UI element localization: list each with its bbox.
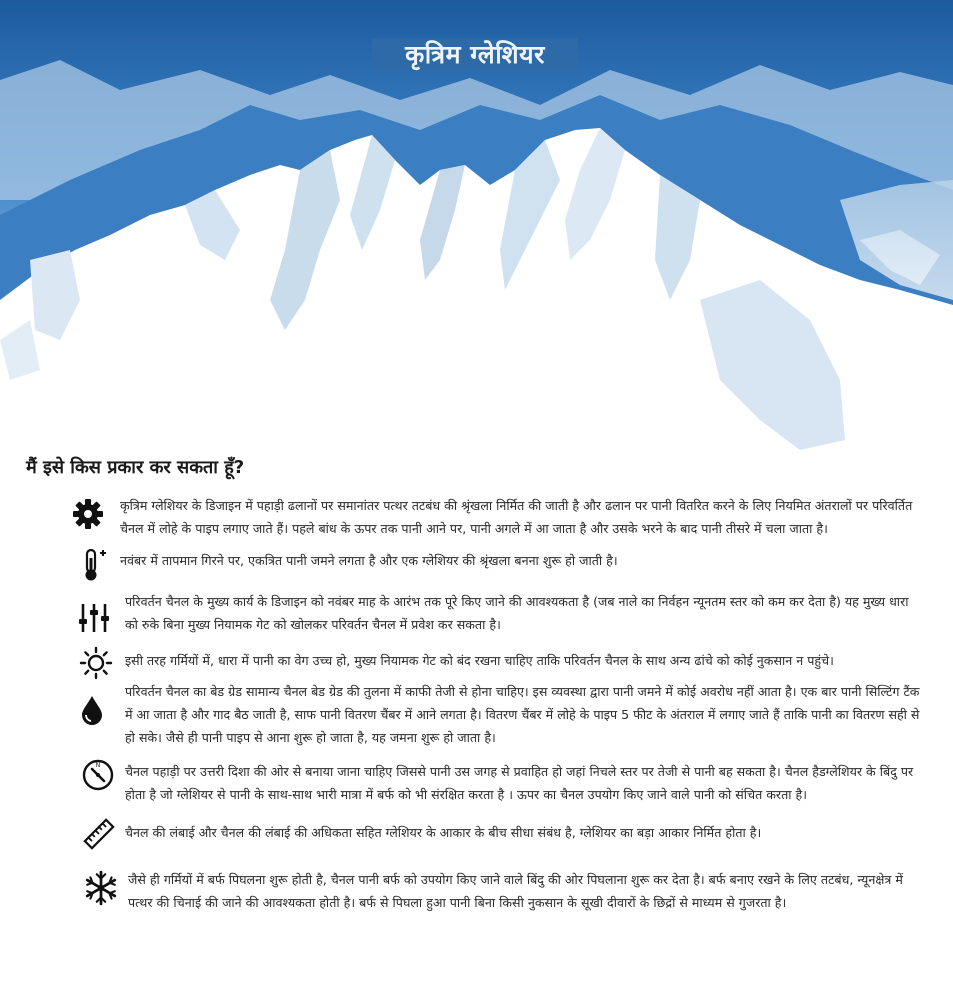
- step-text-2: नवंबर में तापमान गिरने पर, एकत्रित पानी जमने लगता है और एक ग्लेशियर की श्रृंखला बनना शुरू हो जाती है।: [120, 553, 618, 568]
- step-text-1: कृत्रिम ग्लेशियर के डिजाइन में पहाड़ी ढलानों पर समानांतर पत्थर तटबंध की श्रृंखला निर्मित की जाती है और ढलान पर पानी वितरित करने के लिए नियमित अंतरालों पर परिवर्तित चैनल में लोहे के पाइप लगाए जाते हैं। पहले बांध के ऊपर तक पानी आने पर, पानी अगले में आ जाता है और उसके भरने के बाद पानी तीसरे में चला जाता है।: [120, 498, 913, 536]
- sliders-icon: [77, 601, 111, 635]
- step-text-7: चैनल की लंबाई और चैनल की लंबाई की अधिकता सहित ग्लेशियर के आकार के बीच सीधा संबंध है, ग्लेशियर का बड़ा आकार निर्मित होता है।: [125, 825, 762, 840]
- step-text-6: चैनल पहाड़ी पर उत्तरी दिशा की ओर से बनाया जाना चाहिए जिससे पानी उस जगह से प्रवाहित हो जहां निचले स्तर पर तेजी से पानी बह सकता है। चैनल हैडग्लेशियर के बिंदु पर होता है जो ग्लेशियर से पानी के साथ-साथ भारी मात्रा में बर्फ को भी संरक्षित करता है । ऊपर का चैनल उपयोग किए जाने वाले पानी को संचित करता है।: [125, 764, 914, 802]
- sun-icon: [79, 646, 113, 680]
- page-title: कृत्रिम ग्लेशियर: [372, 38, 578, 70]
- mountain-banner: [0, 0, 953, 460]
- ruler-icon: [82, 817, 116, 851]
- step-text-5: परिवर्तन चैनल का बेड ग्रेड सामान्य चैनल बेड ग्रेड की तुलना में काफी तेजी से होना चाहिए। इस व्यवस्था द्वारा पानी जमने में कोई अवरोध नहीं आता है। एक बार पानी सिल्टिंग टैंक में आ जाता है और गाद बैठ जाती है, साफ पानी वितरण चैंबर में आने लगता है। वितरण चैंबर में लोहे के पाइप 5 फीट के अंतराल में लगाए जाते हैं ताकि पानी का वितरण सही से हो सके। जैसे ही पानी पाइप से आना शुरू हो जाता है, यह जमना शुरू हो जाता है।: [125, 684, 920, 745]
- step-text-3: परिवर्तन चैनल के मुख्य कार्य के डिजाइन को नवंबर माह के आरंभ तक पूरे किए जाने की आवश्यकता है (जब नाले का निर्वहन न्यूनतम स्तर को कम कर देता है) यह मुख्य धारा को रुके बिना मुख्य नियामक गेट को खोलकर परिवर्तन चैनल में प्रवेश कर सकता है।: [125, 594, 909, 632]
- snowflake-icon: [83, 870, 119, 906]
- svg-text:N: N: [95, 762, 101, 769]
- compass-icon: [81, 758, 115, 792]
- step-text-8: जैसे ही गर्मियों में बर्फ पिघलना शुरू होती है, चैनल पानी बर्फ को उपयोग किए जाने वाले बिंदु की ओर पिघलाना शुरू कर देता है। बर्फ बनाए रखने के लिए तटबंध, न्यूनक्षेत्र में पत्थर की चिनाई की जाने की आवश्यकता होती है। बर्फ से पिघला हुआ पानी बिना किसी नुकसान के सूखी दीवारों के छिद्रों से माध्यम से गुजरता है।: [128, 872, 903, 910]
- section-heading: मैं इसे किस प्रकार कर सकता हूँ?: [26, 457, 245, 478]
- water-drop-icon: [75, 693, 109, 727]
- gear-icon: [71, 497, 105, 531]
- thermometer-icon: [76, 548, 110, 582]
- step-text-4: इसी तरह गर्मियों में, धारा में पानी का वेग उच्च हो, मुख्य नियामक गेट को बंद रखना चाहिए ताकि परिवर्तन चैनल के साथ अन्य ढांचे को कोई नुकसान न पहुंचे।: [125, 653, 834, 668]
